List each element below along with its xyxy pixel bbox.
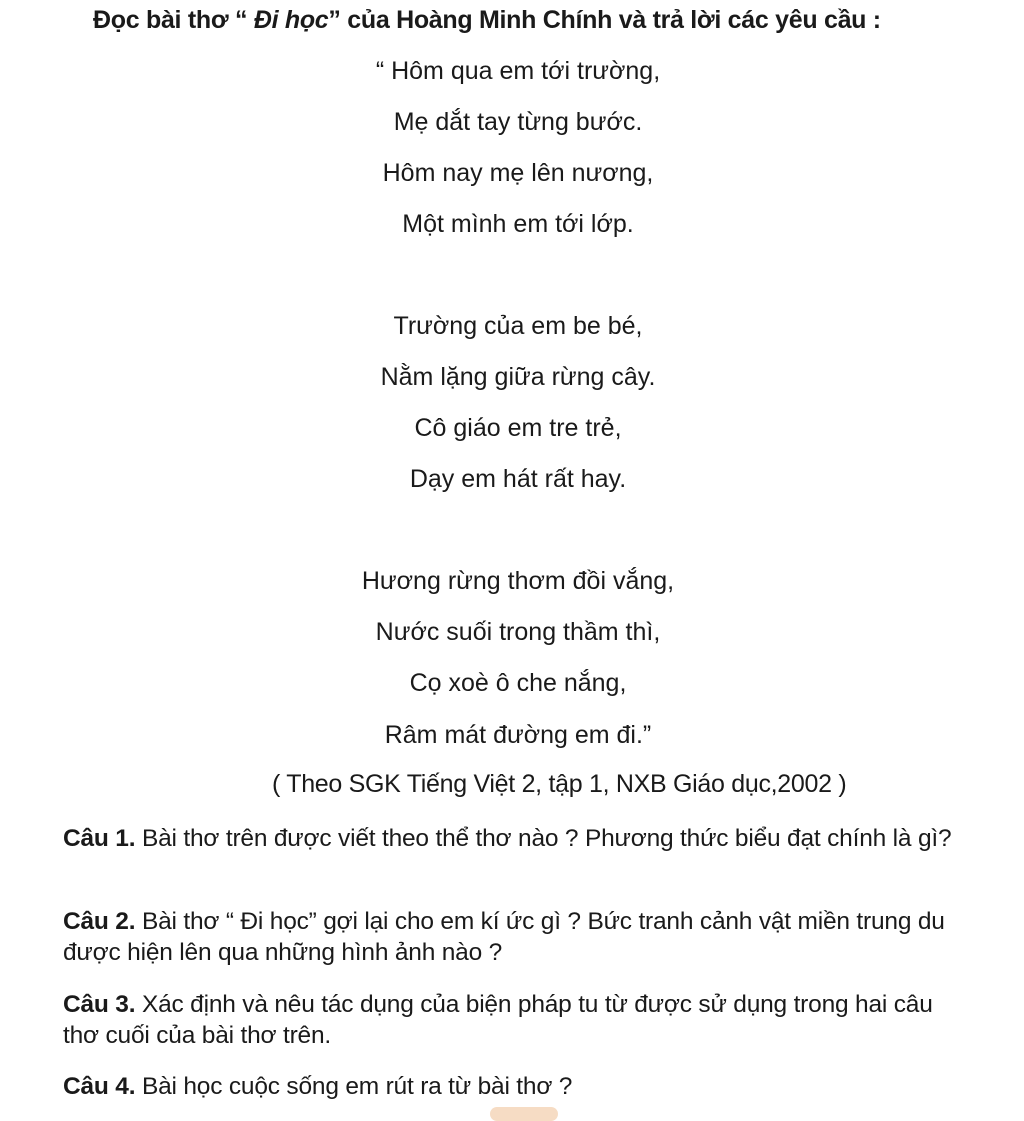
poem-source: ( Theo SGK Tiếng Việt 2, tập 1, NXB Giáo dục,2002 ) [272,770,847,798]
instruction-heading [93,6,881,35]
question-text: Bài thơ “ Đi học” gợi lại cho em kí ức gì ? Bức tranh cảnh vật miền trung du được hiện lên qua những hình ảnh nào ? [63,908,945,966]
question-1 [63,823,963,854]
heading-prefix: Đọc bài thơ “ [93,6,254,34]
poem-line: Mẹ dắt tay từng bước. [393,108,643,136]
question-4 [63,1071,963,1102]
question-2 [63,906,963,968]
poem-title: Đi học [253,6,329,34]
heading-suffix: ” của Hoàng Minh Chính và trả lời các yêu cầu : [328,6,881,34]
question-label: Câu 1. [63,825,136,852]
question-label: Câu 4. [63,1073,136,1100]
poem-line: Dạy em hát rất hay. [409,465,627,493]
question-label: Câu 3. [63,991,136,1018]
question-text: Bài thơ trên được viết theo thể thơ nào ? Phương thức biểu đạt chính là gì? [141,825,952,852]
question-label: Câu 2. [63,908,136,935]
poem-line: Cô giáo em tre trẻ, [414,414,622,442]
poem-line: Trường của em be bé, [393,312,643,340]
poem-line: Hôm nay mẹ lên nương, [382,159,654,187]
poem-line: Cọ xoè ô che nắng, [409,669,627,697]
poem-line: Một mình em tới lớp. [402,210,634,238]
poem-line: Hương rừng thơm đồi vắng, [361,567,675,595]
poem-line: “ Hôm qua em tới trường, [375,57,661,85]
poem-line: Nằm lặng giữa rừng cây. [380,363,656,391]
question-text: Bài học cuộc sống em rút ra từ bài thơ ? [141,1073,573,1100]
bottom-handle [490,1107,558,1121]
poem-line: Nước suối trong thầm thì, [375,618,661,646]
question-text: Xác định và nêu tác dụng của biện pháp tu từ được sử dụng trong hai câu thơ cuối của bài thơ trên. [63,991,933,1049]
poem-line: Râm mát đường em đi.” [384,721,652,749]
question-3 [63,989,963,1051]
